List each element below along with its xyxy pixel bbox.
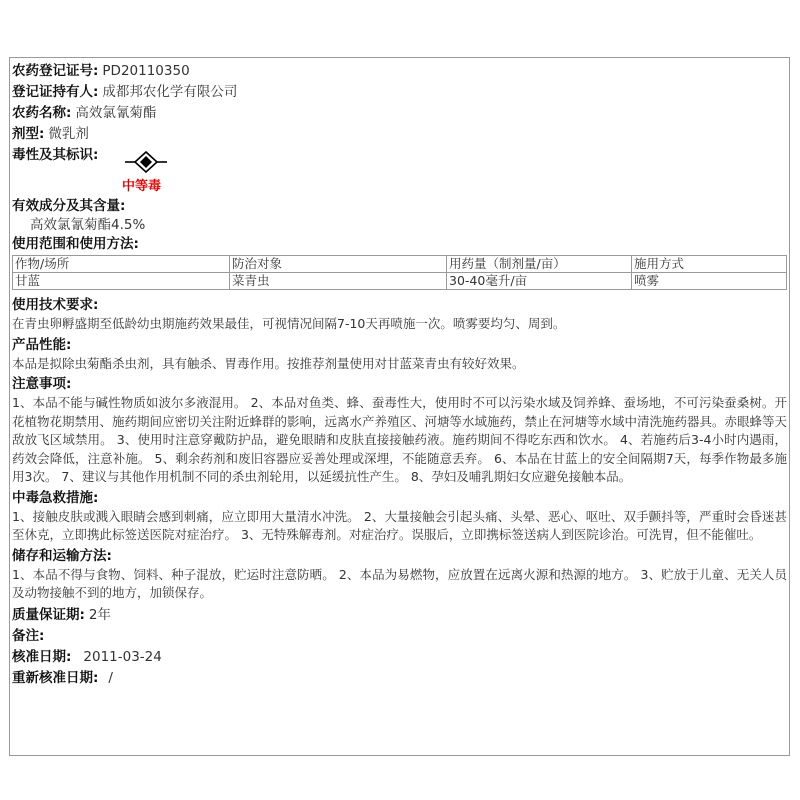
precautions-section xyxy=(12,375,787,487)
reapproval-date-row xyxy=(12,668,787,689)
shelf-life-row xyxy=(12,605,787,626)
registration-row xyxy=(12,61,787,82)
storage-label: 储存和运输方法: xyxy=(12,547,112,564)
usage-cell-method: 喷雾 xyxy=(632,273,787,290)
pesticide-name-label: 农药名称: xyxy=(12,105,72,121)
active-ingredient-label: 有效成分及其含量: xyxy=(12,198,126,214)
approval-date-label: 核准日期: xyxy=(12,648,72,665)
remarks-label: 备注: xyxy=(12,627,45,644)
usage-cell-dosage: 30-40毫升/亩 xyxy=(447,273,632,290)
label-document xyxy=(9,57,790,756)
reapproval-date-label: 重新核准日期: xyxy=(12,669,99,686)
usage-label: 使用范围和使用方法: xyxy=(12,236,139,252)
toxicity-diamond-icon xyxy=(124,151,168,173)
precautions-text: 1、本品不能与碱性物质如波尔多液混用。 2、本品对鱼类、蜂、蚕毒性大，使用时不可以污染水域及饲养蜂、蚕场地，不可污染蚕桑树。开花植物花期禁用、施药期间应密切关注附近蜂群的影响，远离水产养殖区、河塘等水域施药，禁止在河塘等水域中清洗施药器具。赤眼蜂等天敌放飞区域禁用。 3、使用时注意穿戴防护品，避免眼睛和皮肤直接接触药液。施药期间不得吃东西和饮水。 4、若施药后3-4小时内遇雨，药效会降低，注意补施。 5、剩余药剂和废旧容器应妥善处理或深埋，不能随意丢弃。 6、本品在甘蓝上的安全间隔期7天，每季作物最多施用3次。 7、建议与其他作用机制不同的杀虫剂轮用，以延缓抗性产生。 8、孕妇及哺乳期妇女应避免接触本品。 xyxy=(12,395,788,484)
technical-requirements-label: 使用技术要求: xyxy=(12,297,99,313)
holder-value: 成都邦农化学有限公司 xyxy=(102,84,238,100)
registration-label: 农药登记证号: xyxy=(12,63,99,79)
usage-header-row xyxy=(13,256,787,273)
reapproval-date-value: / xyxy=(108,669,113,686)
registration-value: PD20110350 xyxy=(102,63,190,79)
toxicity-label: 毒性及其标识: xyxy=(12,147,99,163)
active-ingredient-value: 高效氯氰菊酯4.5% xyxy=(30,217,146,233)
table-row xyxy=(13,273,787,290)
approval-date-value: 2011-03-24 xyxy=(83,648,162,665)
performance-label: 产品性能: xyxy=(12,336,72,353)
shelf-life-label: 质量保证期: xyxy=(12,606,85,623)
toxicity-level: 中等毒 xyxy=(122,179,162,194)
technical-requirements-text: 在青虫卵孵盛期至低龄幼虫期施药效果最佳，可视情况间隔7-10天再喷施一次。喷雾要均匀、周到。 xyxy=(12,316,566,331)
usage-cell-target: 菜青虫 xyxy=(230,273,447,290)
toxicity-section xyxy=(12,145,787,197)
label-content xyxy=(12,61,787,689)
storage-text: 1、本品不得与食物、饲料、种子混放，贮运时注意防晒。 2、本品为易燃物，应放置在远离火源和热源的地方。 3、贮放于儿童、无关人员及动物接触不到的地方，加锁保存。 xyxy=(12,566,787,600)
precautions-label: 注意事项: xyxy=(12,376,72,392)
shelf-life-value: 2年 xyxy=(88,606,111,623)
performance-text: 本品是拟除虫菊酯杀虫剂，具有触杀、胃毒作用。按推荐剂量使用对甘蓝菜青虫有较好效果。 xyxy=(12,355,525,371)
usage-header-target: 防治对象 xyxy=(230,256,447,273)
storage-section xyxy=(12,547,787,603)
first-aid-text: 1、接触皮肤或溅入眼睛会感到刺痛，应立即用大量清水冲洗。 2、大量接触会引起头痛、头晕、恶心、呕吐、双手颤抖等，严重时会昏迷甚至休克，立即携此标签送医院对症治疗。 3、无特殊解毒剂。对症治疗。误服后，立即携标签送病人到医院诊治。可洗胃，但不能催吐。 xyxy=(12,508,787,542)
formulation-value: 微乳剂 xyxy=(48,126,89,142)
holder-label: 登记证持有人: xyxy=(12,84,99,100)
usage-header-dosage: 用药量（制剂量/亩） xyxy=(447,256,632,273)
usage-header-crop: 作物/场所 xyxy=(13,256,230,273)
formulation-label: 剂型: xyxy=(12,126,45,142)
formulation-row xyxy=(12,124,787,145)
pesticide-name-value: 高效氯氰菊酯 xyxy=(75,105,157,121)
first-aid-label: 中毒急救措施: xyxy=(12,489,99,506)
usage-table xyxy=(12,255,787,290)
pesticide-name-row xyxy=(12,103,787,124)
technical-requirements-section xyxy=(12,296,787,334)
performance-section xyxy=(12,336,787,374)
approval-date-row xyxy=(12,647,787,668)
first-aid-section xyxy=(12,489,787,545)
usage-cell-crop: 甘蓝 xyxy=(13,273,230,290)
holder-row xyxy=(12,82,787,103)
remarks-row xyxy=(12,626,787,647)
usage-header-method: 施用方式 xyxy=(632,256,787,273)
